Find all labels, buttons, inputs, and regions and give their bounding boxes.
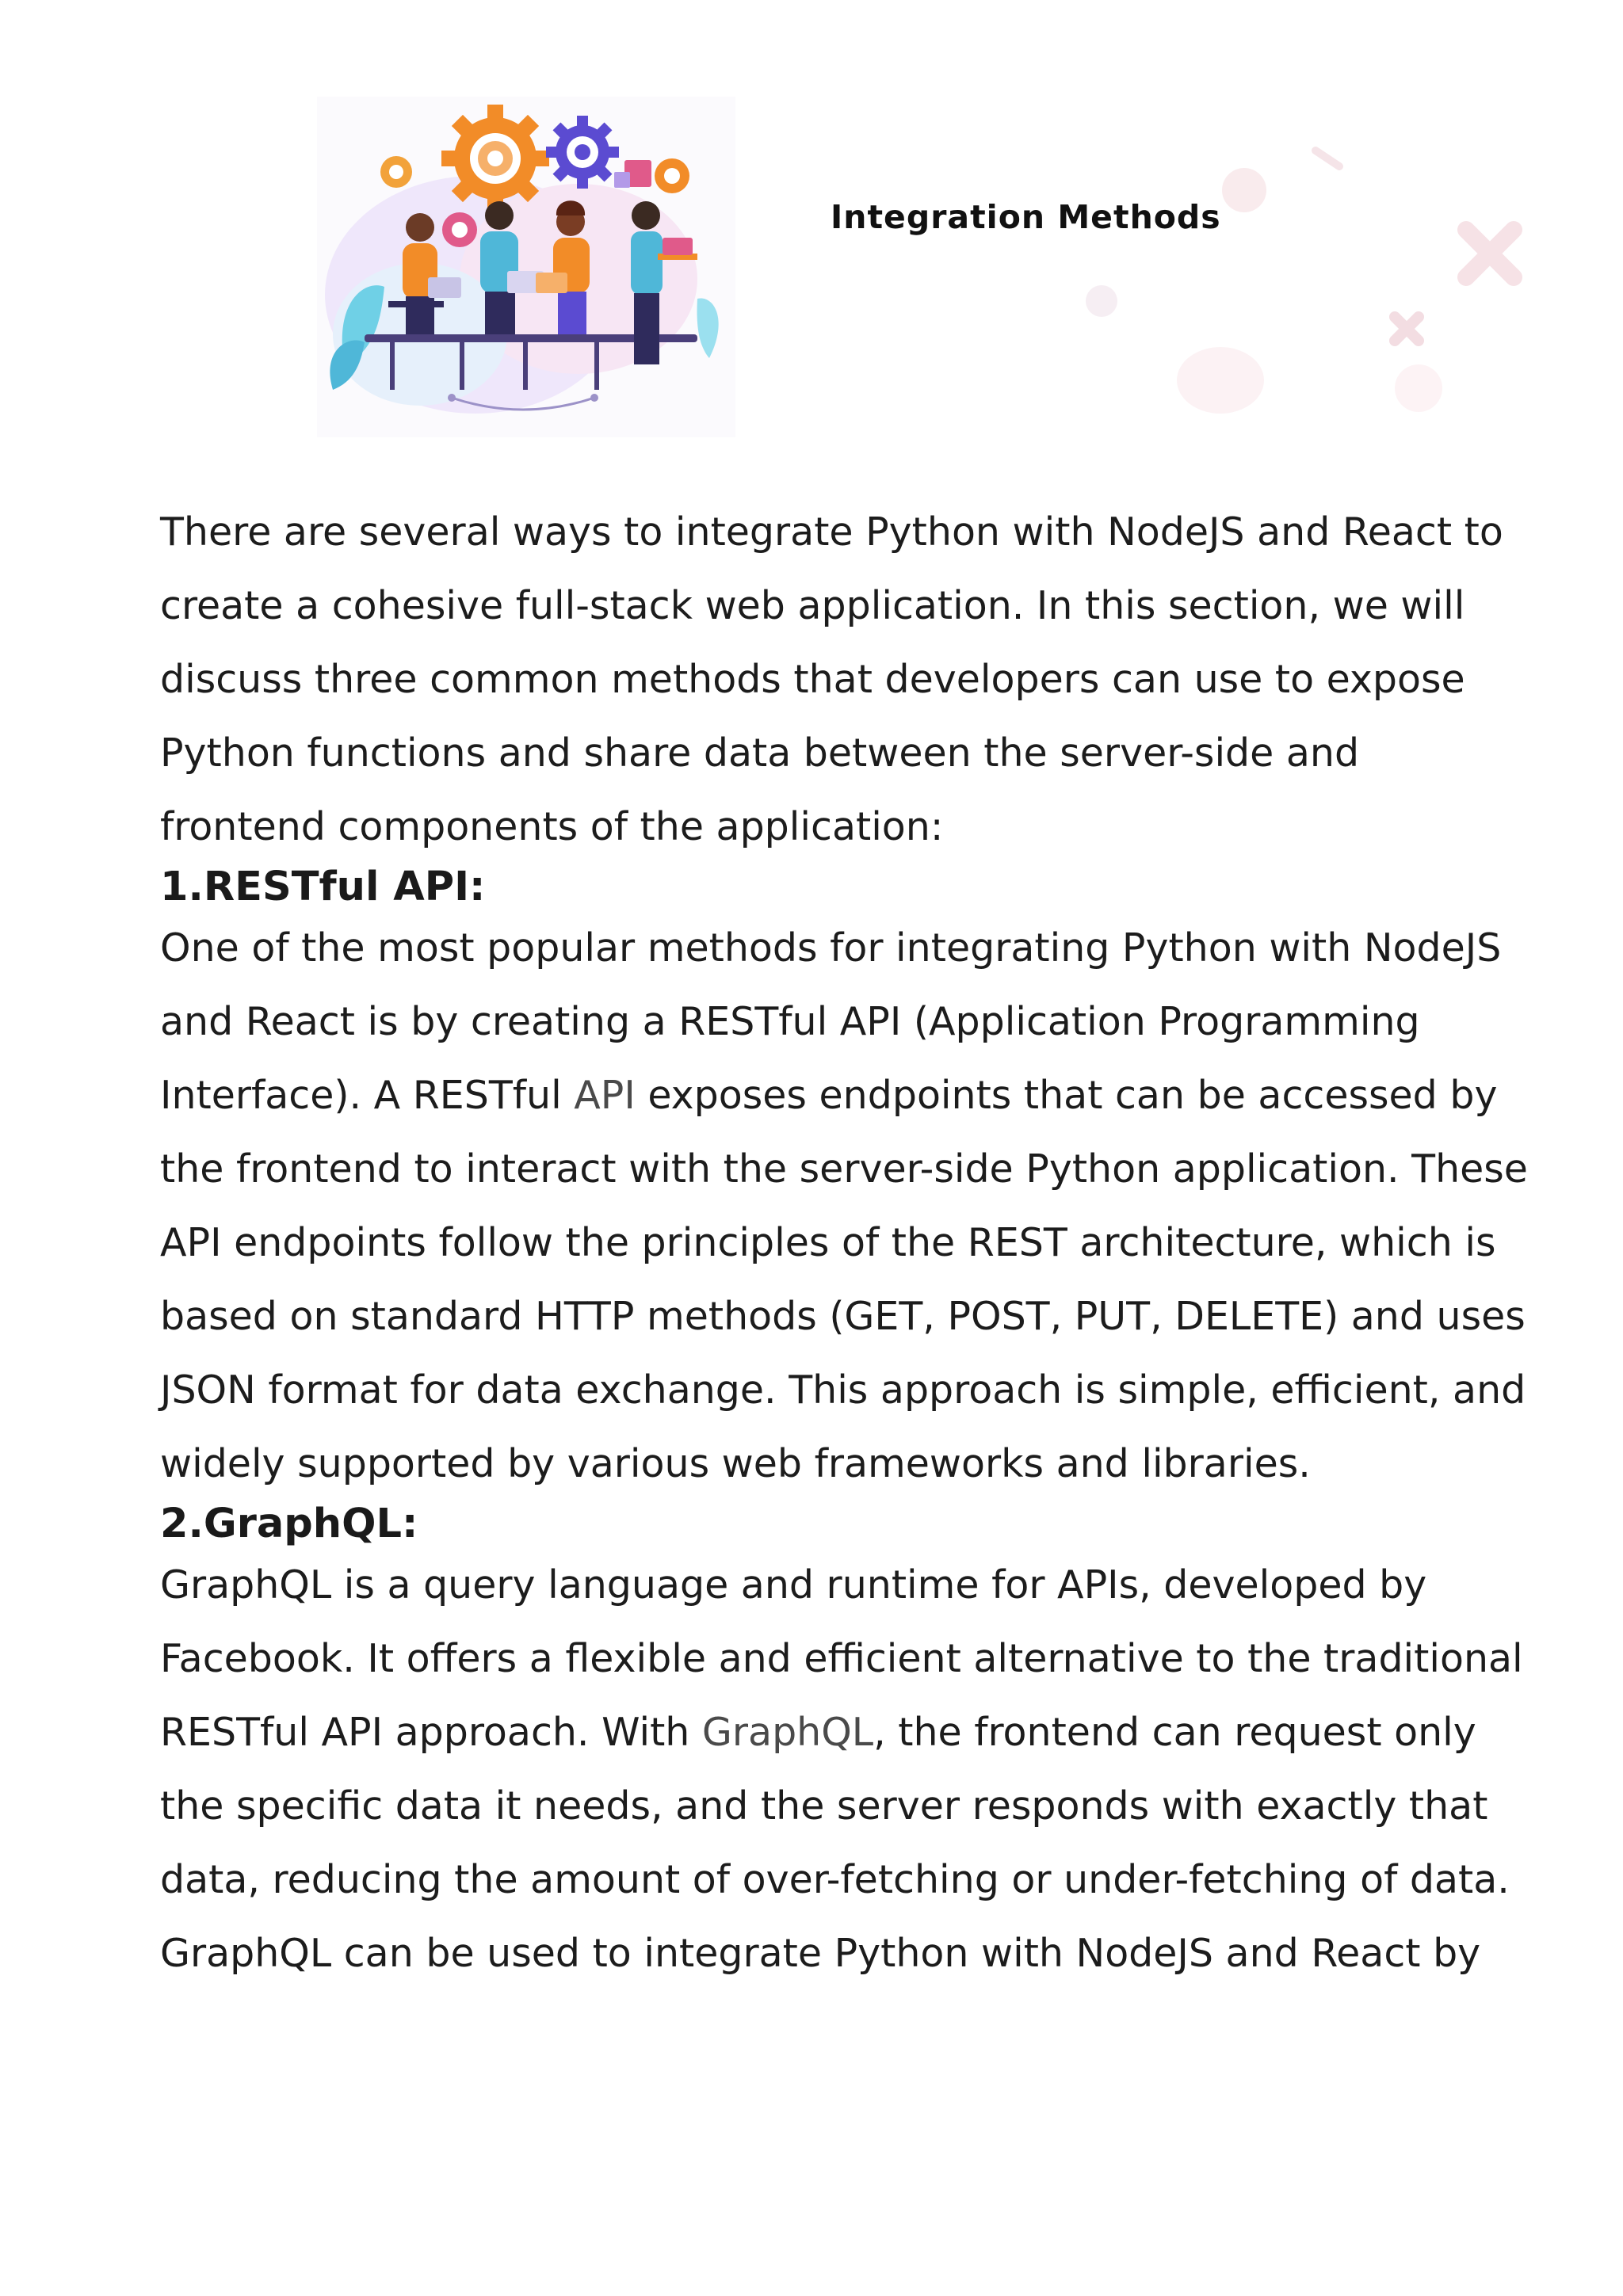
- api-link[interactable]: API: [574, 1073, 636, 1118]
- text-line: [160, 1695, 1507, 1769]
- graphql-link[interactable]: GraphQL: [701, 1710, 874, 1755]
- text-line: There are several ways to integrate Python with NodeJS and React to: [160, 509, 1503, 555]
- text-line: based on standard HTTP methods (GET, POST, PUT, DELETE) and uses: [160, 1294, 1526, 1339]
- text-line: [160, 1058, 1507, 1132]
- text-line: create a cohesive full-stack web application. In this section, we will: [160, 583, 1465, 628]
- text-line: and React is by creating a RESTful API (Application Programming: [160, 999, 1420, 1044]
- text-segment: , the frontend can request only: [873, 1710, 1476, 1755]
- intro-paragraph: [160, 495, 1507, 864]
- section-heading-restful-api: 1.RESTful API:: [160, 864, 486, 910]
- section-heading-graphql: 2.GraphQL:: [160, 1501, 418, 1547]
- text-line: GraphQL is a query language and runtime for APIs, developed by: [160, 1562, 1427, 1608]
- text-segment: exposes endpoints that can be accessed by: [635, 1073, 1498, 1118]
- text-line: the specific data it needs, and the server responds with exactly that: [160, 1783, 1488, 1829]
- text-segment: Interface). A RESTful: [160, 1073, 575, 1118]
- text-line: data, reducing the amount of over-fetching or under-fetching of data.: [160, 1857, 1510, 1902]
- text-line: JSON format for data exchange. This approach is simple, efficient, and: [160, 1367, 1526, 1413]
- text-line: frontend components of the application:: [160, 804, 944, 849]
- article-body: [160, 495, 1528, 1990]
- text-line: One of the most popular methods for integrating Python with NodeJS: [160, 925, 1502, 971]
- text-line: widely supported by various web frameworks and libraries.: [160, 1441, 1311, 1486]
- text-line: discuss three common methods that developers can use to expose: [160, 657, 1465, 702]
- text-line: Facebook. It offers a flexible and efficient alternative to the traditional: [160, 1636, 1523, 1681]
- banner-title: Integration Methods: [831, 198, 1221, 236]
- restful-api-paragraph: [160, 911, 1528, 1501]
- team-gears-illustration: [317, 97, 735, 437]
- graphql-paragraph: [160, 1548, 1523, 1990]
- text-line: the frontend to interact with the server-side Python application. These: [160, 1146, 1528, 1192]
- text-line: Python functions and share data between the server-side and: [160, 730, 1360, 776]
- text-segment: RESTful API approach. With: [160, 1710, 702, 1755]
- text-line: API endpoints follow the principles of the REST architecture, which is: [160, 1220, 1496, 1265]
- text-line: GraphQL can be used to integrate Python with NodeJS and React by: [160, 1931, 1481, 1976]
- decorative-background: [983, 95, 1537, 444]
